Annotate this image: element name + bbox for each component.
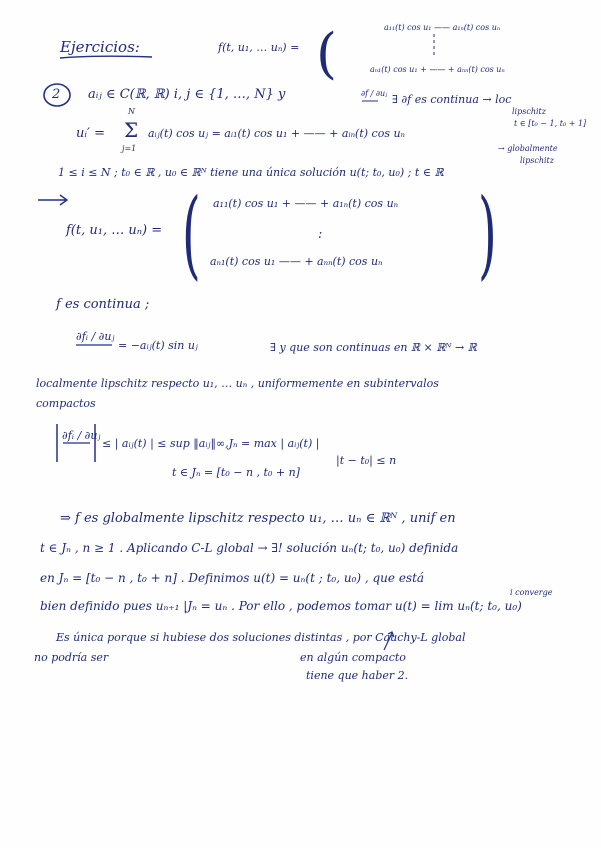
side-note-1: ∃ ∂f es continua → loc — [392, 93, 512, 106]
matrix-row1: a₁₁(t) cos u₁ + —— + a₁ₙ(t) cos uₙ — [213, 197, 399, 210]
annotation-converge: i converge — [510, 588, 553, 597]
matrix-left-paren: ( — [182, 178, 201, 290]
deriv-frac: ∂fᵢ / ∂uⱼ — [76, 330, 115, 343]
header-formula-row2: aₙ₁(t) cos u₁ + —— + aₙₙ(t) cos uₙ — [370, 65, 505, 74]
sum-symbol: Σ — [124, 118, 139, 142]
bound-rhs: ≤ | aᵢⱼ(t) | ≤ sup ‖aᵢⱼ‖∞,Jₙ = max | aᵢⱼ(t) | — [102, 437, 320, 450]
bound-subscript-2: |t − t₀| ≤ n — [336, 454, 397, 467]
ode-lhs: uᵢ′ = — [76, 126, 105, 141]
matrix-row2: aₙ₁(t) cos u₁ —— + aₙₙ(t) cos uₙ — [210, 255, 383, 268]
ode-rhs: aᵢⱼ(t) cos uⱼ = aᵢ₁(t) cos u₁ + —— + aᵢₙ(t) cos uₙ — [148, 127, 406, 140]
side-note-4: → globalmente — [498, 144, 558, 153]
header-formula-row1: a₁₁(t) cos u₁ —— a₁ₙ(t) cos uₙ — [384, 23, 501, 32]
conditions-line: 1 ≤ i ≤ N ; t₀ ∈ ℝ , u₀ ∈ ℝᴺ tiene una única solución u(t; t₀, u₀) ; t ∈ ℝ — [58, 166, 444, 179]
matrix-right-paren: ) — [478, 178, 497, 290]
arrow-text — [38, 190, 53, 208]
paragraph-line-1: ⇒ f es globalmente lipschitz respecto u₁, … uₙ ∈ ℝᴺ , unif en — [60, 511, 456, 526]
header-formula-lhs: f(t, u₁, … uₙ) = — [218, 41, 300, 54]
side-note-3: t ∈ [t₀ − 1, t₀ + 1] — [514, 119, 587, 128]
bound-subscript-1: t ∈ Jₙ = [t₀ − n , t₀ + n] — [172, 466, 300, 479]
annotation-two: tiene que haber 2. — [306, 669, 409, 682]
local-lipschitz-line2: compactos — [36, 397, 96, 410]
matrix-lhs: f(t, u₁, … uₙ) = — [66, 223, 163, 238]
sum-bottom: j=1 — [122, 144, 137, 153]
deriv-note: ∃ y que son continuas en ℝ × ℝᴺ → ℝ — [270, 341, 477, 354]
side-note-2: lipschitz — [512, 107, 546, 116]
bound-frac: ∂fᵢ / ∂uⱼ — [62, 429, 101, 442]
paragraph-line-2: t ∈ Jₙ , n ≥ 1 . Aplicando C-L global → ∃! solución uₙ(t; t₀, u₀) definida — [40, 541, 459, 555]
matrix-middle-dots: : — [318, 227, 323, 242]
uniqueness-line: Es única porque si hubiese dos soluciones distintas , por Cauchy-L global — [56, 631, 466, 644]
local-lipschitz-line1: localmente lipschitz respecto u₁, … uₙ , uniformemente en subintervalos — [36, 377, 439, 390]
item-number: 2 — [52, 87, 61, 102]
page-title: Ejercicios: — [60, 38, 140, 56]
sum-top: N — [128, 107, 135, 116]
side-frac: ∂f / ∂uⱼ — [361, 89, 388, 98]
given-line: aᵢⱼ ∈ C(ℝ, ℝ) i, j ∈ {1, …, N} y — [88, 87, 286, 102]
title-underline — [60, 56, 152, 58]
paragraph-line-3: en Jₙ = [t₀ − n , t₀ + n] . Definimos u(t) = uₙ(t ; t₀, u₀) , que está — [40, 571, 425, 585]
header-left-paren: ( — [316, 22, 338, 85]
uniqueness-line-2: no podría ser — [34, 651, 109, 664]
annotation-compact: en algún compacto — [300, 651, 406, 664]
continuity-line: f es continua ; — [56, 297, 150, 312]
side-note-5: lipschitz — [520, 156, 554, 165]
deriv-rhs: = −aᵢⱼ(t) sin uⱼ — [118, 339, 198, 352]
paragraph-line-4: bien definido pues uₙ₊₁ |Jₙ = uₙ . Por ello , podemos tomar u(t) = lim uₙ(t; t₀, u₀) — [40, 599, 522, 613]
